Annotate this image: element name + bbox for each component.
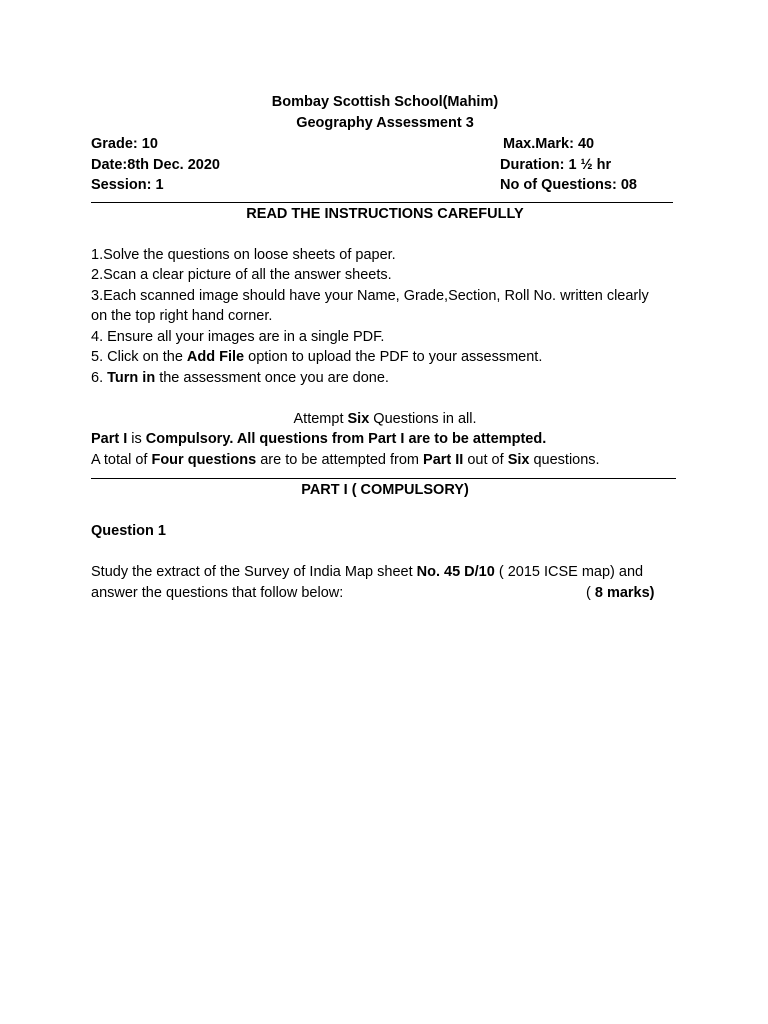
divider-middle: [91, 478, 676, 479]
max-mark-label: Max.Mark: 40: [503, 136, 595, 152]
header-row-date: [91, 155, 679, 176]
part-one-heading: PART I ( COMPULSORY): [301, 482, 469, 498]
attempt-line: Attempt Six Questions in all.: [293, 410, 477, 427]
instruction-item-3-line-1: 3.Each scanned image should have your Name, Grade,Section, Roll No. written clearly: [91, 287, 649, 304]
header-row-grade: [91, 134, 679, 155]
assessment-title: Geography Assessment 3: [296, 114, 474, 131]
school-name: Bombay Scottish School(Mahim): [271, 94, 499, 110]
duration-label: Duration: 1 ½ hr: [500, 156, 612, 173]
question-1-marks: ( 8 marks): [586, 584, 655, 601]
date-label: Date:8th Dec. 2020: [91, 156, 220, 173]
instruction-item-5: 5. Click on the Add File option to upload the PDF to your assessment.: [91, 349, 543, 365]
question-1-text-line-1: Study the extract of the Survey of India Map sheet No. 45 D/10 ( 2015 ICSE map) and: [91, 564, 644, 580]
questions-count-label: No of Questions: 08: [500, 177, 637, 193]
question-1-text-line-2: answer the questions that follow below: ( 8 marks): [91, 583, 679, 604]
header-row-session: [91, 175, 679, 196]
instruction-item-3-line-2: on the top right hand corner.: [91, 308, 273, 324]
part-two-line: A total of Four questions are to be attempted from Part II out of Six questions.: [91, 451, 600, 468]
compulsory-line: Part I is Compulsory. All questions from Part I are to be attempted.: [91, 431, 547, 447]
instruction-item-6: 6. Turn in the assessment once you are done.: [91, 369, 389, 386]
turn-in-text: Turn in: [107, 369, 156, 386]
instruction-item-4: 4. Ensure all your images are in a single PDF.: [91, 328, 385, 345]
grade-label: Grade: 10: [91, 136, 158, 152]
document-page: [91, 92, 679, 603]
instruction-item-1: 1.Solve the questions on loose sheets of paper.: [91, 246, 396, 263]
instructions-heading: READ THE INSTRUCTIONS CAREFULLY: [246, 205, 524, 222]
divider-top: [91, 202, 673, 203]
add-file-text: Add File: [186, 349, 245, 365]
session-label: Session: 1: [91, 177, 164, 193]
question-1-title: Question 1: [91, 523, 166, 539]
instruction-item-2: 2.Scan a clear picture of all the answer sheets.: [91, 267, 392, 283]
